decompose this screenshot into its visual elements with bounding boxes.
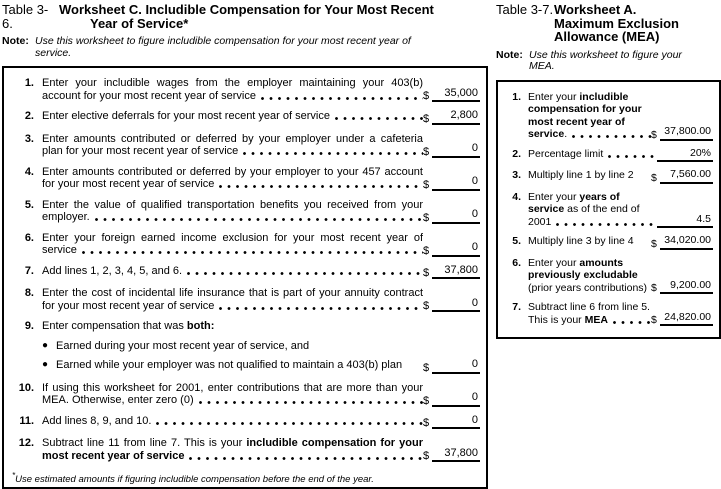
title-line-3: Allowance (MEA): [554, 29, 660, 44]
note-text: Use this worksheet to figure includible compensation for your most recent year of service.: [35, 35, 411, 59]
worksheet-row-5: [506, 235, 713, 250]
plain-text: Enter compensation that was: [42, 320, 187, 332]
row-text: [42, 437, 423, 462]
worksheet-c-box: [2, 66, 488, 489]
worksheet-a-rows: [506, 91, 713, 327]
row-text: [42, 265, 423, 280]
worksheet-row-7: [12, 265, 480, 280]
row-text: [528, 91, 651, 141]
dollar-sign: $: [423, 244, 430, 257]
worksheet-row-4: [12, 166, 480, 191]
worksheet-row-11: [12, 415, 480, 430]
row-number: 1.: [512, 90, 521, 103]
amount-value: 0: [432, 359, 480, 374]
table-3-7-title-text: [554, 3, 721, 44]
row-number: 4.: [512, 190, 521, 203]
row-text: [42, 320, 480, 333]
plain-text: Add lines 1, 2, 3, 4, 5, and 6.: [42, 264, 183, 277]
plain-text: .: [564, 128, 568, 140]
plain-text: as of the end of 2001: [528, 203, 640, 228]
row-number: 5.: [512, 235, 521, 247]
worksheet-c-footnote: [12, 470, 480, 485]
amount-field: [423, 88, 480, 103]
bold-text: amounts previously excludable: [528, 256, 638, 281]
amount-value: 0: [432, 392, 480, 407]
table-3-7-label: Table 3-7.: [496, 2, 554, 17]
dollar-sign: $: [423, 361, 430, 374]
bullet-row: [12, 340, 480, 353]
title-line-1: Worksheet A.: [554, 2, 637, 17]
amount-value: 0: [432, 209, 480, 224]
bold-text: MEA: [584, 313, 608, 326]
row-number: 2.: [512, 147, 521, 160]
plain-text: Add lines 8, 9, and 10.: [42, 414, 152, 427]
note-text: Use this worksheet to figure your MEA.: [529, 48, 682, 72]
row-text: [42, 166, 423, 191]
amount-field: [423, 359, 480, 374]
worksheet-row-4: [506, 191, 713, 229]
row-text: [528, 191, 657, 229]
row-text: [42, 77, 423, 102]
table-3-6-title-text: [59, 3, 488, 30]
bullet-icon: ●: [42, 339, 49, 351]
plain-text: Enter your foreign earned income exclusion for your most recent year of service: [42, 231, 423, 256]
dollar-sign: $: [423, 211, 430, 224]
dollar-sign: $: [423, 267, 430, 279]
row-text: [42, 382, 423, 407]
bullet-text: Earned while your employer was not qualified to maintain a 403(b) plan: [56, 359, 403, 371]
plain-text: If using this worksheet for 2001, enter contributions that are more than your MEA. Otherwise, enter zero (0): [42, 381, 423, 406]
row-number: 6.: [24, 231, 34, 244]
dollar-sign: $: [651, 314, 657, 326]
amount-value: 0: [432, 143, 480, 158]
title-line-2: Maximum Exclusion: [554, 15, 679, 31]
plain-text: Enter the value of qualified transportation benefits you received from your employer.: [42, 198, 423, 223]
amount-field: [651, 169, 713, 184]
note-label: Note:: [496, 48, 523, 61]
amount-field: [423, 298, 480, 313]
worksheet-row-12: [12, 437, 480, 462]
amount-field: [651, 126, 713, 141]
row-number: 3.: [24, 132, 34, 145]
footnote-text: Use estimated amounts if figuring includible compensation before the end of the year.: [15, 474, 374, 486]
worksheet-a-box: [496, 80, 721, 340]
plain-text: Enter your: [528, 90, 580, 103]
amount-value: 9,200.00: [660, 280, 713, 295]
worksheet-row-2: [12, 110, 480, 125]
worksheet-row-6: [12, 232, 480, 257]
plain-text: Enter your: [528, 256, 580, 269]
row-number: 12.: [18, 437, 34, 449]
table-3-6-title: [2, 3, 488, 30]
bold-text: both:: [186, 320, 215, 332]
title-line-2: Year of Service*: [90, 15, 189, 31]
row-text: [528, 257, 651, 295]
amount-field: [423, 242, 480, 257]
row-number: 7.: [24, 264, 34, 277]
row-text: [42, 110, 423, 125]
table-3-6-worksheet-c: [2, 3, 488, 489]
dollar-sign: $: [423, 394, 430, 407]
footnote-asterisk: *: [12, 471, 16, 480]
worksheet-row-9: [12, 320, 480, 333]
dollar-sign: $: [423, 145, 430, 158]
amount-value: 0: [432, 242, 480, 257]
amount-field: [423, 448, 480, 463]
amount-field: [651, 280, 713, 295]
dollar-sign: $: [423, 90, 430, 102]
plain-text: Enter the cost of incidental life insurance that is part of your annuity contract for your most recent year of service: [42, 287, 423, 312]
row-number: 2.: [24, 110, 34, 122]
table-3-6-label: Table 3-6.: [2, 2, 49, 31]
amount-value: 0: [432, 415, 480, 430]
plain-text: Enter amounts contributed or deferred by your employer to your 457 account for your most recent year of service: [42, 165, 423, 190]
bold-text: includible compensation for your most recent year of service: [42, 437, 423, 462]
worksheet-c-rows: [12, 77, 480, 462]
amount-field: [423, 110, 480, 125]
row-text: [42, 415, 423, 430]
amount-field: [423, 176, 480, 191]
worksheet-row-3: [12, 133, 480, 158]
plain-text: Subtract line 6 from line 5. This is your: [528, 301, 650, 326]
amount-value: 0: [432, 176, 480, 191]
amount-value: 2,800: [432, 110, 480, 125]
amount-value: 0: [432, 298, 480, 313]
amount-field: [423, 143, 480, 158]
dollar-sign: $: [651, 171, 657, 184]
plain-text: Subtract line 11 from line 7. This is your: [42, 437, 247, 449]
bullet-text: Earned during your most recent year of service, and: [56, 339, 310, 352]
dollar-sign: $: [423, 417, 430, 429]
row-number: 1.: [24, 77, 34, 89]
plain-text: Enter your includible wages from the employer maintaining your 403(b) account for your most recent year of service: [42, 77, 423, 102]
amount-field: [423, 415, 480, 430]
row-text: [42, 232, 423, 257]
row-text: [528, 169, 651, 184]
row-number: 7.: [512, 301, 521, 313]
worksheet-row-8: [12, 287, 480, 312]
row-text: [42, 199, 423, 224]
row-number: 11.: [19, 414, 34, 427]
amount-value: 7,560.00: [660, 169, 713, 184]
row-number: 5.: [24, 198, 34, 211]
amount-value: 37,800: [432, 265, 480, 280]
row-text: [42, 133, 423, 158]
dollar-sign: $: [423, 300, 430, 312]
amount-value: 34,020.00: [660, 235, 713, 250]
dollar-sign: $: [651, 128, 657, 141]
worksheet-row-1: [12, 77, 480, 102]
dollar-sign: $: [423, 112, 430, 125]
plain-text: Enter elective deferrals for your most recent year of service: [42, 110, 330, 122]
table-3-6-note: [2, 36, 488, 59]
amount-field: [423, 209, 480, 224]
row-number: 4.: [24, 165, 34, 178]
worksheet-row-10: [12, 382, 480, 407]
plain-text: Enter your: [528, 190, 580, 203]
title-line-1: Worksheet C. Includible Compensation for Your Most Recent: [59, 2, 434, 17]
row-text: [528, 301, 651, 326]
worksheet-row-7: [506, 301, 713, 326]
worksheet-row-6: [506, 257, 713, 295]
table-3-7-worksheet-a: [496, 3, 721, 489]
amount-value: 35,000: [432, 88, 480, 103]
plain-text: Percentage limit: [528, 147, 604, 160]
note-label: Note:: [2, 35, 29, 47]
bullet-icon: ●: [42, 359, 49, 370]
amount-value: 4.5: [657, 214, 713, 229]
amount-field: [423, 265, 480, 280]
dollar-sign: $: [651, 237, 657, 250]
bold-text: years of service: [528, 190, 620, 215]
bullet-row: [12, 359, 480, 374]
dollar-sign: $: [423, 178, 430, 191]
plain-text: Multiply line 1 by line 2: [528, 169, 634, 181]
table-3-7-note: [496, 50, 721, 73]
row-text: [42, 287, 423, 312]
dollar-sign: $: [423, 450, 430, 462]
plain-text: Multiply line 3 by line 4: [528, 235, 634, 247]
row-number: 9.: [24, 320, 34, 332]
amount-field: [651, 312, 713, 327]
plain-text: Enter amounts contributed or deferred by your employer under a cafeteria plan for your most recent year of service: [42, 132, 423, 157]
amount-value: 37,800.00: [660, 126, 713, 141]
row-number: 6.: [512, 256, 521, 269]
amount-value: 20%: [657, 148, 713, 163]
bold-text: includible compensation for your most recent year of service: [528, 90, 642, 140]
amount-value: 24,820.00: [660, 312, 713, 327]
worksheet-row-2: [506, 148, 713, 163]
row-number: 3.: [512, 169, 521, 181]
amount-field: [657, 214, 713, 229]
amount-field: [651, 235, 713, 250]
plain-text: (prior years contributions): [528, 281, 648, 294]
table-3-7-title: [496, 3, 721, 44]
amount-value: 37,800: [432, 448, 480, 463]
row-text: [528, 148, 657, 163]
row-number: 8.: [24, 287, 34, 299]
dollar-sign: $: [651, 282, 657, 294]
worksheet-row-1: [506, 91, 713, 141]
row-number: 10.: [18, 381, 34, 394]
row-text: [528, 235, 651, 250]
worksheet-row-3: [506, 169, 713, 184]
worksheet-row-5: [12, 199, 480, 224]
amount-field: [423, 392, 480, 407]
amount-field: [657, 148, 713, 163]
